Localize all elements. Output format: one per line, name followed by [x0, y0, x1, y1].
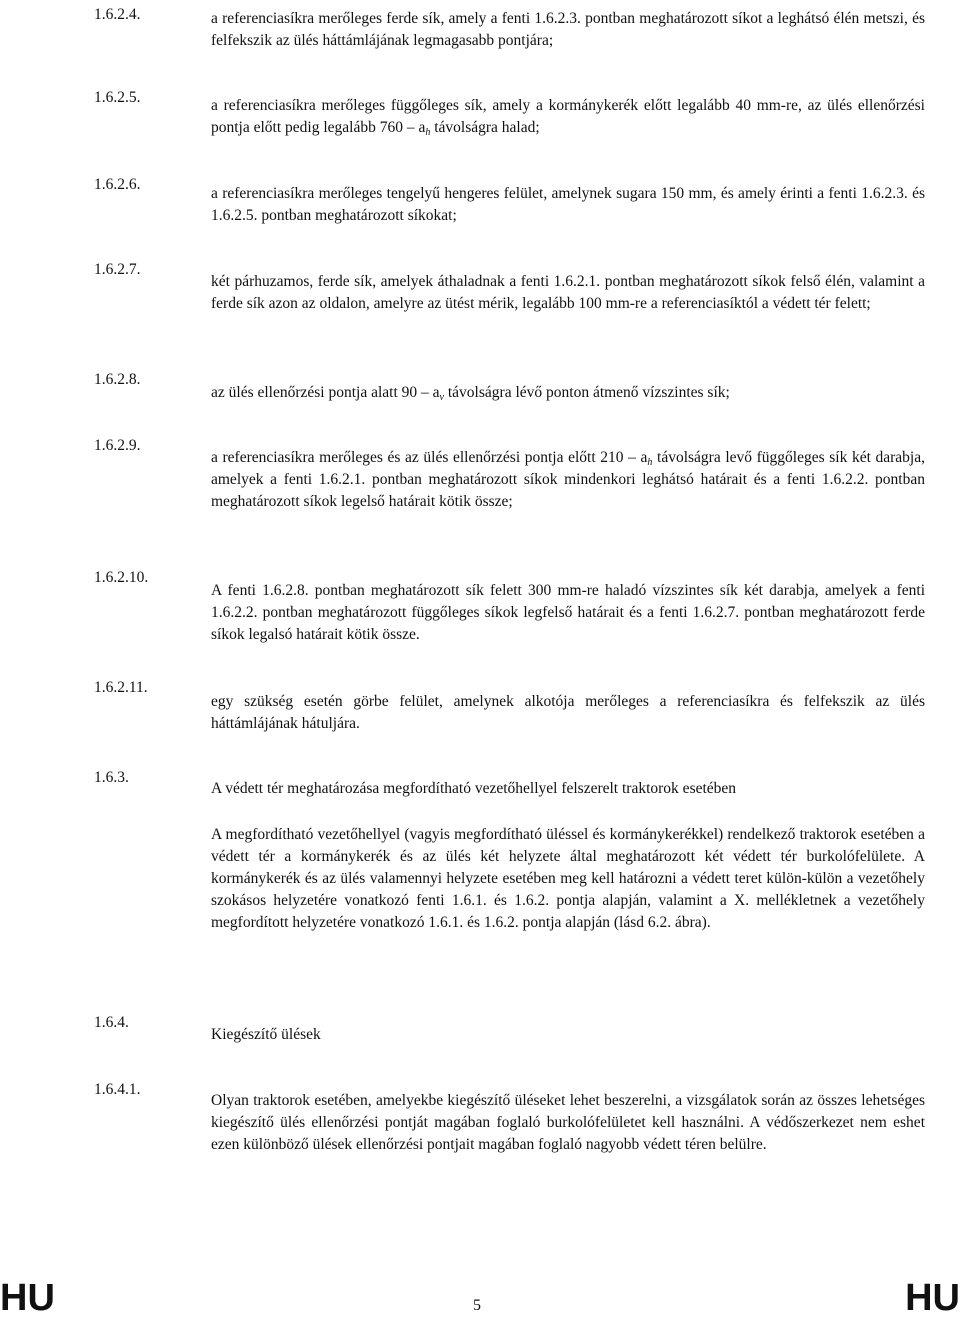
section-paragraph: A megfordítható vezetőhellyel (vagyis megfordítható üléssel és kormánykerékkel) rendelkező traktorok esetében a védett tér a kormánykerék és az ülés két helyzete által meghatározott két védett tér burkolófelülete. A kormánykerék és az ülés valamennyi helyzete esetében meg kell határozni a védett teret külön-külön a vezetőhely szokásos helyzetére vonatkozó fenti 1.6.1. és 1.6.2. pontja alapján, valamint a X. mellékletnek a vezetőhely megfordított helyzetére vonatkozó 1.6.1. és 1.6.2. pontja alapján (lásd 6.2. ábra).: [211, 826, 925, 931]
section-number: 1.6.4.: [94, 1014, 129, 1031]
section-number: 1.6.3.: [94, 769, 129, 786]
section-number: 1.6.2.11.: [94, 679, 148, 696]
paragraph-text: távolságra levő függőleges sík két darabja, amelyek a fenti 1.6.2.1. pontban meghatározott síkok mindenkori leghátsó határait és a fenti 1.6.2.2. pontban meghatározott síkok legelső határait kötik össze;: [211, 449, 925, 510]
paragraph-text: az ülés ellenőrzési pontja alatt 90 – a: [211, 384, 440, 401]
section-number: 1.6.4.1.: [94, 1081, 141, 1098]
paragraph-text: a referenciasíkra merőleges és az ülés ellenőrzési pontja előtt 210 – a: [211, 449, 648, 466]
section-paragraph: a referenciasíkra merőleges ferde sík, amely a fenti 1.6.2.3. pontban meghatározott síkot a leghátsó élén metszi, és felfekszik az ülés háttámlájának legmagasabb pontjára;: [211, 10, 925, 49]
section-paragraph: egy szükség esetén görbe felület, amelynek alkotója merőleges a referenciasíkra és felfekszik az ülés háttámlájának hátuljára.: [211, 693, 925, 732]
section-heading: Kiegészítő ülések: [211, 1026, 321, 1043]
section-number: 1.6.2.9.: [94, 437, 141, 454]
section-number: 1.6.2.4.: [94, 6, 141, 23]
section-paragraph: Olyan traktorok esetében, amelyekbe kiegészítő üléseket lehet beszerelni, a vizsgálatok során az összes lehetséges kiegészítő ülés ellenőrzési pontját magában foglaló burkolófelületet kell használni. A védőszerkezet nem eshet ezen különböző ülések ellenőrzési pontjait magában foglaló nagyobb védett téren belülre.: [211, 1092, 925, 1153]
section-heading: A védett tér meghatározása megfordítható vezetőhellyel felszerelt traktorok esetében: [211, 780, 737, 797]
subscript: h: [647, 457, 653, 468]
section-number: 1.6.2.10.: [94, 569, 149, 586]
section-number: 1.6.2.5.: [94, 89, 141, 106]
paragraph-text: távolságra lévő ponton átmenő vízszintes sík;: [444, 384, 730, 401]
section-paragraph: [211, 95, 925, 139]
section-number: 1.6.2.6.: [94, 176, 141, 193]
section-paragraph: a referenciasíkra merőleges tengelyű hengeres felület, amelynek sugara 150 mm, és amely érinti a fenti 1.6.2.3. és 1.6.2.5. pontban meghatározott síkokat;: [211, 185, 925, 224]
section-paragraph: két párhuzamos, ferde sík, amelyek áthaladnak a fenti 1.6.2.1. pontban meghatározott síkok felső élén, valamint a ferde sík azon az oldalon, amelyre az ütést mérik, legalább 100 mm-re a referenciasíktól a védett tér felett;: [211, 273, 925, 312]
section-number: 1.6.2.7.: [94, 261, 141, 278]
section-paragraph: [211, 382, 925, 404]
section-number: 1.6.2.8.: [94, 371, 141, 388]
subscript: h: [425, 127, 431, 138]
paragraph-text: távolságra halad;: [430, 119, 540, 136]
section-paragraph: [211, 447, 925, 513]
paragraph-text: a referenciasíkra merőleges függőleges sík, amely a kormánykerék előtt legalább 40 mm-re, az ülés ellenőrzési pontja előtt pedig legalább 760 – a: [211, 97, 925, 136]
subscript: v: [439, 392, 444, 403]
page-number: 5: [473, 1297, 481, 1314]
section-paragraph: A fenti 1.6.2.8. pontban meghatározott sík felett 300 mm-re haladó vízszintes sík két darabja, amelyek a fenti 1.6.2.2. pontban meghatározott függőleges síkok legfelső határait és a fenti 1.6.2.7. pontban meghatározott ferde síkok legalsó határait kötik össze.: [211, 582, 925, 643]
footer-language-code-left: HU: [0, 1277, 55, 1319]
footer-language-code-right: HU: [905, 1277, 960, 1319]
